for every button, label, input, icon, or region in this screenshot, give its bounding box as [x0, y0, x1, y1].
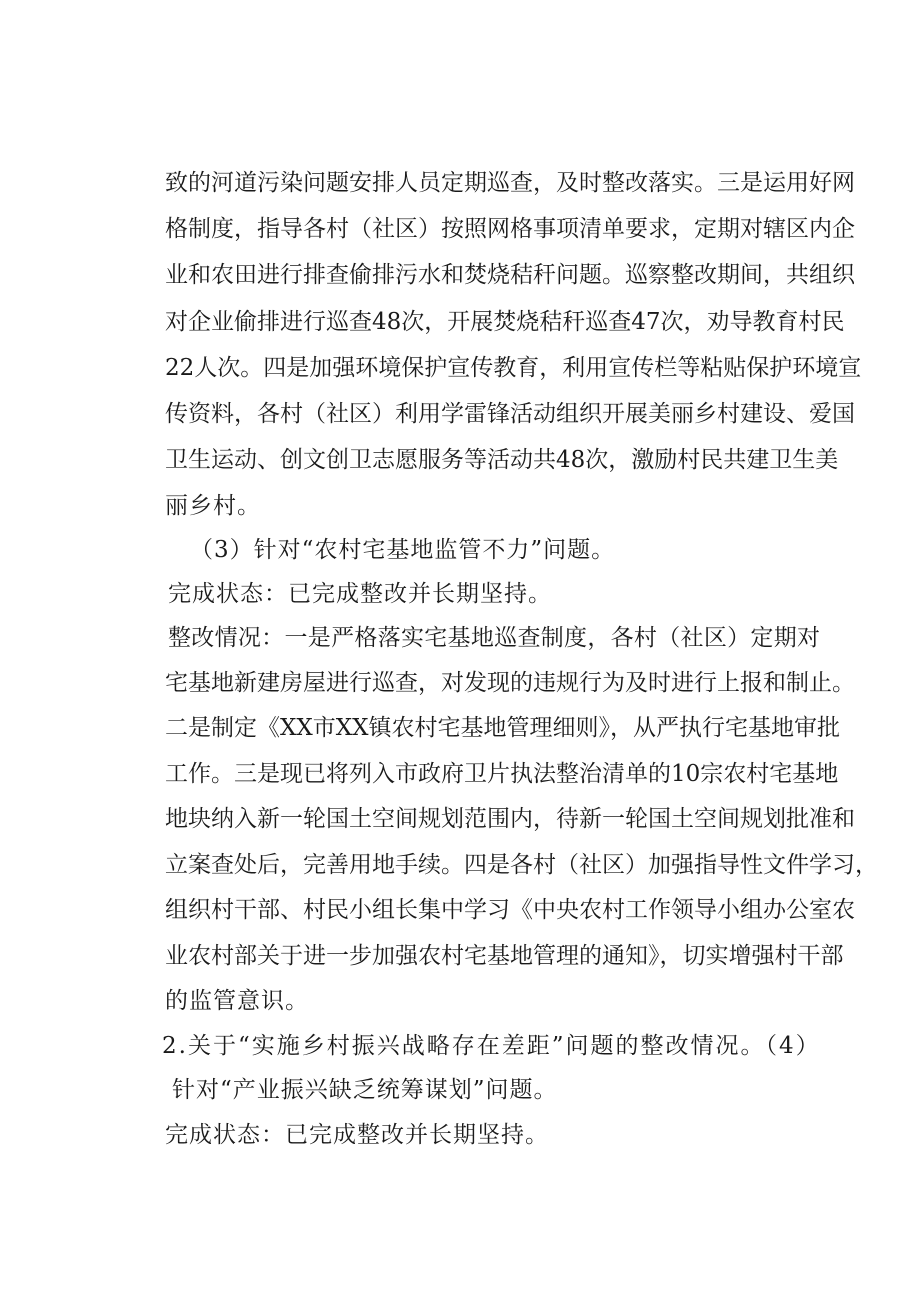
body-text-line: 地块纳入新一轮国土空间规划范围内，待新一轮国土空间规划批准和 — [165, 806, 855, 832]
body-text-line: 组织村干部、村民小组长集中学习《中央农村工作领导小组办公室农 — [165, 897, 855, 923]
body-text-line: 业和农田进行排查偷排污水和焚烧秸秆问题。巡察整改期间，共组织 — [165, 262, 855, 288]
body-text-line: 立案查处后，完善用地手续。四是各村（社区）加强指导性文件学习， — [165, 852, 878, 878]
completion-status: 完成状态：已完成整改并长期坚持。 — [165, 1122, 549, 1148]
body-text-line: 的监管意识。 — [165, 988, 309, 1014]
body-text-line: 工作。三是现已将列入市政府卫片执法整治清单的10宗农村宅基地 — [165, 761, 839, 787]
section-heading-2: 2.关于“实施乡村振兴战略存在差距”问题的整改情况。（4） — [162, 1033, 821, 1059]
body-text-line: 二是制定《XX市XX镇农村宅基地管理细则》，从严执行宅基地审批 — [165, 715, 840, 741]
body-text-line: 格制度，指导各村（社区）按照网格事项清单要求，定期对辖区内企 — [165, 216, 855, 242]
body-text-line: 对企业偷排进行巡查48次，开展焚烧秸秆巡查47次，劝导教育村民 — [165, 309, 845, 335]
section-heading-4: 针对“产业振兴缺乏统筹谋划”问题。 — [172, 1077, 558, 1103]
body-text-line: 传资料，各村（社区）利用学雷锋活动组织开展美丽乡村建设、爱国 — [165, 401, 855, 427]
body-text-line: 卫生运动、创文创卫志愿服务等活动共48次，激励村民共建卫生美 — [165, 447, 839, 473]
body-text-line: 宅基地新建房屋进行巡查，对发现的违规行为及时进行上报和制止。 — [165, 670, 855, 696]
section-heading-3: （3）针对“农村宅基地监管不力”问题。 — [190, 537, 616, 563]
body-text-line: 整改情况：一是严格落实宅基地巡查制度，各村（社区）定期对 — [168, 625, 820, 651]
body-text-line: 致的河道污染问题安排人员定期巡查，及时整改落实。三是运用好网 — [165, 170, 855, 196]
body-text-line: 丽乡村。 — [165, 493, 261, 519]
body-text-line: 业农村部关于进一步加强农村宅基地管理的通知》，切实增强村干部 — [165, 943, 844, 969]
body-text-line: 22人次。四是加强环境保护宣传教育，利用宣传栏等粘贴保护环境宣 — [165, 355, 862, 381]
completion-status: 完成状态：已完成整改并长期坚持。 — [168, 581, 552, 607]
